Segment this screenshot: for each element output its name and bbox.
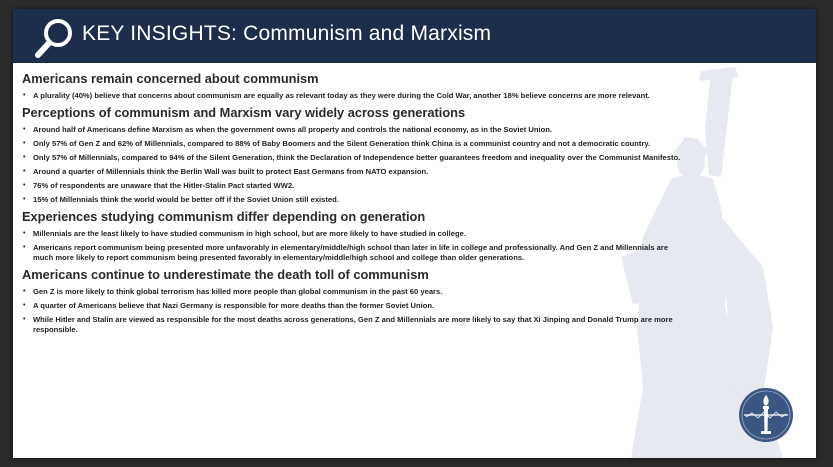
page-title: KEY INSIGHTS: Communism and Marxism — [82, 22, 492, 45]
list-item: • Only 57% of Gen Z and 62% of Millennials, compared to 88% of Baby Boomers and the Silent Generation think China is a communist country and not a democratic country. — [22, 139, 682, 149]
bullet-list — [22, 91, 682, 101]
list-item: • Only 57% of Millennials, compared to 94% of the Silent Generation, think the Declaration of Independence better guarantees freedom and inequality over the Communist Manifesto. — [22, 153, 682, 163]
header-bar — [13, 9, 816, 63]
torch-logo-icon — [738, 387, 794, 443]
list-item: • A plurality (40%) believe that concerns about communism are equally as relevant today as they were during the Cold War, another 18% believe concerns are more relevant. — [22, 91, 682, 101]
insights-content — [22, 71, 682, 339]
section-heading: Americans remain concerned about communism — [22, 71, 319, 86]
bullet-list — [22, 229, 682, 263]
section-heading: Experiences studying communism differ depending on generation — [22, 209, 426, 224]
list-item: • 15% of Millennials think the world would be better off if the Soviet Union still existed. — [22, 195, 682, 205]
list-item: • While Hitler and Stalin are viewed as responsible for the most deaths across generations, Gen Z and Millennials are more likely to say that Xi Jinping and Donald Trump are more responsible. — [22, 315, 682, 335]
slide — [13, 9, 816, 458]
list-item: • A quarter of Americans believe that Nazi Germany is responsible for more deaths than the former Soviet Union. — [22, 301, 682, 311]
bullet-list — [22, 287, 682, 335]
search-icon — [33, 16, 77, 60]
section-heading: Americans continue to underestimate the death toll of communism — [22, 267, 429, 282]
bullet-list — [22, 125, 682, 205]
list-item: • 76% of respondents are unaware that the Hitler-Stalin Pact started WW2. — [22, 181, 682, 191]
list-item: • Millennials are the least likely to have studied communism in high school, but are more likely to have studied in college. — [22, 229, 682, 239]
section-heading: Perceptions of communism and Marxism vary widely across generations — [22, 105, 466, 120]
list-item: • Americans report communism being presented more unfavorably in elementary/middle/high school than later in life in college and professionally. And Gen Z and Millennials are much more likely to report communism being presented favorably in elementary/middle/high school and college than older generations. — [22, 243, 682, 263]
list-item: • Around half of Americans define Marxism as when the government owns all property and controls the national economy, as in the Soviet Union. — [22, 125, 682, 135]
list-item: • Around a quarter of Millennials think the Berlin Wall was built to protect East Germans from NATO expansion. — [22, 167, 682, 177]
list-item: • Gen Z is more likely to think global terrorism has killed more people than global communism in the past 60 years. — [22, 287, 682, 297]
